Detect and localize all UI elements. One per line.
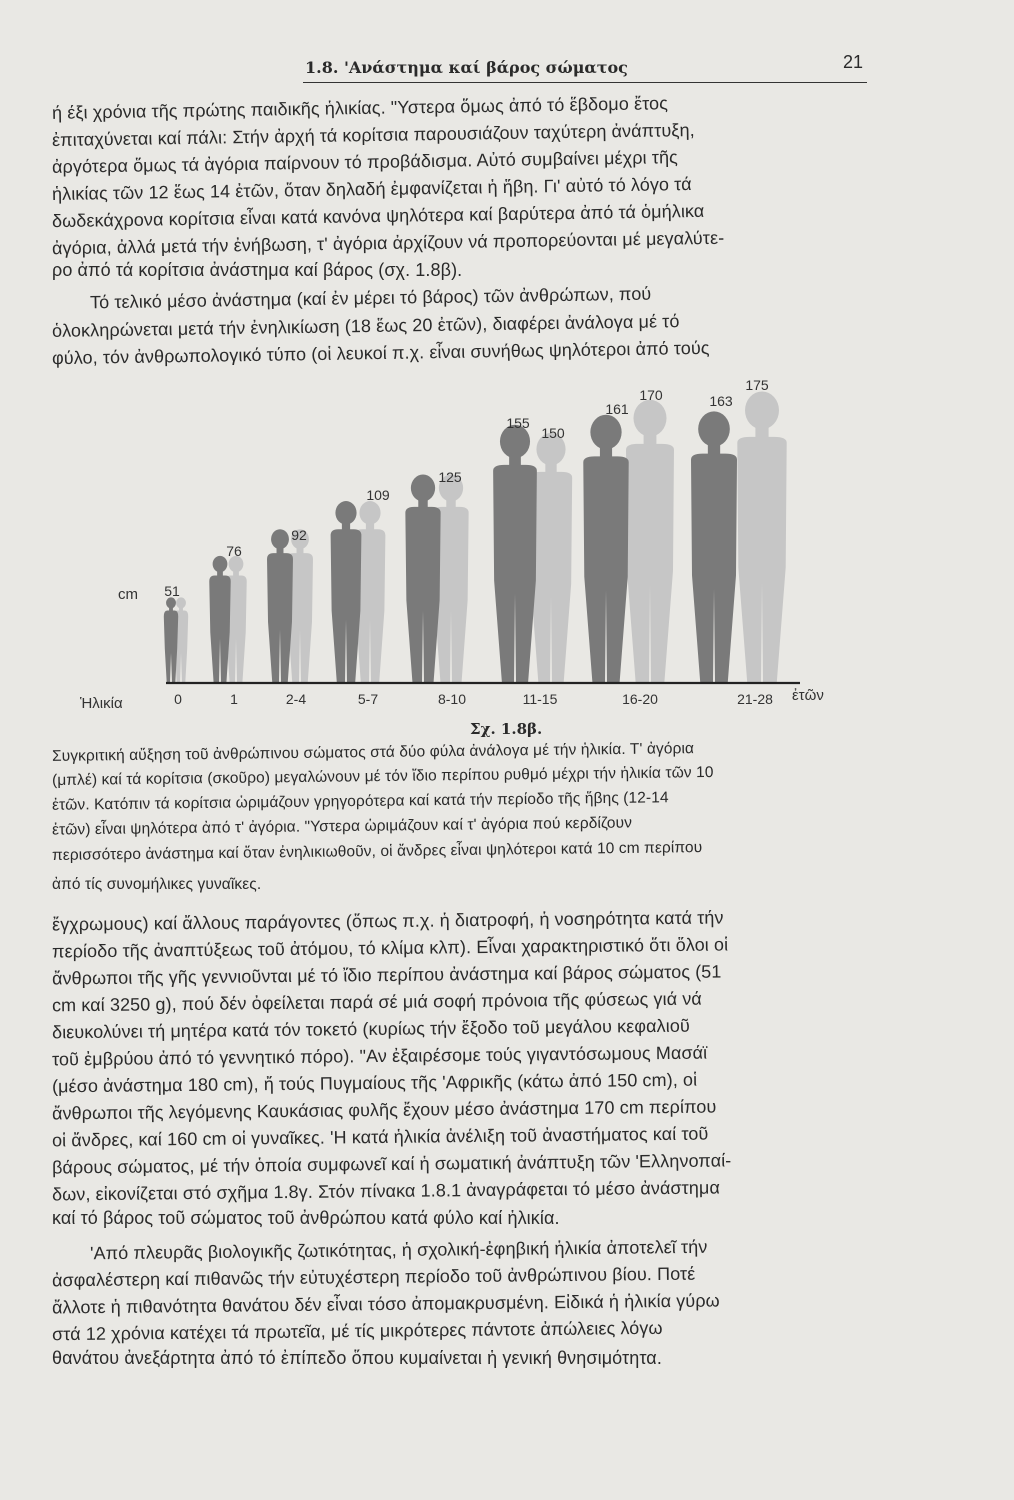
age-tick-label: 11-15: [522, 691, 558, 707]
text-line: ἐπιταχύνεται καί πάλι: Στήν ἀρχή τά κορίτσια παρουσιάζουν ταχύτερη ἀνάπτυξη,: [51, 119, 695, 151]
text-line: δων, εἰκονίζεται στό σχῆμα 1.8γ. Στόν πίνακα 1.8.1 ἀναγράφεται τό μέσο ἀνάστημα: [51, 1177, 721, 1205]
growth-figure: [0, 370, 1014, 720]
value-label: 161: [605, 401, 629, 417]
page-header: [303, 48, 867, 83]
value-label: 170: [639, 387, 663, 403]
text-line: τοῦ ἐμβρύου ἀπό τό γεννητικό πόρο). "Αν ἐξαιρέσομε τούς γιγαντόσωμους Μασάϊ: [51, 1042, 708, 1070]
boy-silhouette: [626, 400, 674, 682]
text-line: ρο ἀπό τά κορίτσια ἀνάστημα καί βάρος (σχ. 1.8β).: [52, 260, 463, 280]
age-axis-label: Ἡλικία: [80, 695, 123, 712]
age-tick-label: 1: [230, 691, 238, 707]
text-line: (μέσο ἀνάστημα 180 cm), ἤ τούς Πυγμαίους τῆς 'Αφρικῆς (κάτω ἀπό 150 cm), οἱ: [51, 1069, 698, 1097]
age-tick-label: 5-7: [357, 691, 379, 707]
page-number: 21: [842, 52, 863, 72]
text-line: ἔγχρωμους) καί ἄλλους παράγοντες (ὅπως π.χ. ἡ διατροφή, ἡ νοσηρότητα κατά τήν: [51, 907, 724, 935]
text-line: cm καί 3250 g), πού δέν ὀφείλεται παρά σέ μιά σοφή πρόνοια τῆς φύσεως γιά νά: [51, 988, 702, 1016]
text-line: φύλο, τόν ἀνθρωπολογικό τύπο (οἱ λευκοί π.χ. εἶναι συνήθως ψηλότεροι ἀπό τούς: [51, 337, 710, 369]
text-line: καί τό βάρος τοῦ σώματος τοῦ ἀνθρώπου κατά φύλο καί ἡλικία.: [52, 1208, 560, 1228]
caption-line: περισσότερο ἀνάστημα καί ὅταν ἐνηλικιωθοῦν, οἱ ἄνδρες εἶναι ψηλότεροι κατά 10 cm περίπου: [51, 839, 703, 864]
text-line: διευκολύνει τή μητέρα κατά τόν τοκετό (κυρίως τήν ἔξοδο τοῦ μεγάλου κεφαλιοῦ: [51, 1015, 690, 1043]
girl-silhouette: [267, 529, 293, 682]
girl-silhouette: [405, 475, 440, 683]
age-unit-label: ἐτῶν: [792, 687, 824, 704]
unit-label: cm: [118, 586, 138, 603]
text-line: ἄλλοτε ἡ πιθανότητα θανάτου δέν εἶναι τόσο ἀπομακρυσμένη. Εἰδικά ἡ ἡλικία γύρω: [51, 1290, 720, 1318]
value-label: 150: [541, 425, 565, 441]
value-label: 92: [291, 527, 307, 543]
text-line: βάρους σώματος, μέ τήν ὁποία συμφωνεῖ καί ἡ σωματική ἀνάπτυξη τῶν 'Ελληνοπαί-: [51, 1150, 732, 1178]
value-label: 51: [164, 583, 180, 599]
value-label: 109: [366, 487, 390, 503]
growth-chart: [0, 370, 1014, 720]
girl-silhouette: [209, 556, 230, 682]
text-line: Τό τελικό μέσο ἀνάστημα (καί ἐν μέρει τό βάρος) τῶν ἀνθρώπων, πού: [89, 283, 652, 313]
text-line: θανάτου ἀνεξάρτητα ἀπό τό ἐπίπεδο ὅπου κυμαίνεται ἡ γενική θνησιμότητα.: [52, 1348, 662, 1368]
age-tick-label: 16-20: [622, 691, 658, 707]
age-tick-label: 2-4: [285, 691, 307, 707]
age-tick-label: 0: [174, 691, 182, 707]
text-line: οἱ ἄνδρες, καί 160 cm οἱ γυναῖκες. 'Η κατά ἡλικία ἀνέλιξη τοῦ ἀναστήματος καί τοῦ: [51, 1123, 709, 1151]
value-label: 76: [226, 543, 242, 559]
text-line: ἄνθρωποι τῆς γῆς γεννιοῦνται μέ τό ἴδιο περίπου ἀνάστημα καί βάρος σώματος (51: [51, 961, 722, 989]
caption-line: ἀπό τίς συνομήλικες γυναῖκες.: [52, 876, 262, 893]
age-tick-label: 8-10: [437, 691, 467, 707]
caption-line: (μπλέ) καί τά κορίτσια (σκοῦρο) μεγαλώνουν μέ τόν ἴδιο περίπου ρυθμό μέχρι τήν ἡλικία τῶν 10: [51, 763, 714, 790]
text-line: ἀγόρια, ἀλλά μετά τήν ἐνήβωση, τ' ἀγόρια ἀρχίζουν νά προπορεύονται μέ μεγαλύτε-: [51, 227, 725, 259]
caption-line: ἐτῶν. Κατόπιν τά κορίτσια ὡριμάζουν γρηγορότερα καί κατά τήν περίοδο τῆς ἥβης (12-14: [51, 789, 669, 814]
value-label: 163: [709, 393, 733, 409]
boy-silhouette: [737, 392, 786, 683]
girl-silhouette: [331, 501, 362, 682]
figure-label: Σχ. 1.8β.: [470, 720, 543, 738]
age-tick-label: 21-28: [737, 691, 773, 707]
text-line: δωδεκάχρονα κορίτσια εἶναι κατά κανόνα ψηλότερα καί βαρύτερα ἀπό τά ὁμήλικα: [51, 200, 705, 232]
text-line: ή έξι χρόνια τῆς πρώτης παιδικῆς ἡλικίας. "Υστερα ὅμως ἀπό τό ἕβδομο ἔτος: [51, 93, 669, 123]
text-line: ἀργότερα ὅμως τά ἀγόρια παίρνουν τό προβάδισμα. Αὐτό συμβαίνει μέχρι τῆς: [51, 147, 679, 177]
text-line: στά 12 χρόνια κατέχει τά πρωτεῖα, μέ τίς μικρότερες πάντοτε ἀπώλειες λόγω: [51, 1317, 663, 1345]
value-label: 155: [506, 415, 530, 431]
value-label: 125: [438, 469, 462, 485]
section-title: 1.8. 'Ανάστημα καί βάρος σώματος: [305, 58, 628, 77]
girl-silhouette: [493, 425, 537, 682]
text-line: 'Από πλευρᾶς βιολογικῆς ζωτικότητας, ἡ σχολική-ἐφηβική ἡλικία ἀποτελεῖ τήν: [89, 1236, 708, 1264]
text-line: ἡλικίας τῶν 12 ἕως 14 ἐτῶν, ὅταν δηλαδή ἐμφανίζεται ἡ ἥβη. Γι' αὐτό τό λόγο τά: [51, 173, 692, 205]
text-line: ὁλοκληρώνεται μετά τήν ἐνηλικίωση (18 ἕως 20 ἐτῶν), διαφέρει ἀνάλογα μέ τό: [51, 311, 680, 341]
text-line: ἀσφαλέστερη καί πιθανῶς τήν εὐτυχέστερη περίοδο τοῦ ἀνθρώπινου βίου. Ποτέ: [51, 1263, 696, 1291]
text-line: περίοδο τῆς ἀναπτύξεως τοῦ ἀτόμου, τό κλίμα κλπ). Εἶναι χαρακτηριστικό ὅτι ὅλοι οἱ: [51, 934, 729, 962]
girl-silhouette: [691, 411, 737, 682]
text-line: ἄνθρωποι τῆς λεγόμενης Καυκάσιας φυλῆς ἔχουν μέσο ἀνάστημα 170 cm περίπου: [51, 1096, 717, 1124]
girl-silhouette: [583, 415, 628, 682]
caption-line: ἐτῶν) εἶναι ψηλότερα ἀπό τ' ἀγόρια. "Υστερα ὡριμάζουν καί τ' ἀγόρια πού κερδίζουν: [51, 814, 633, 839]
value-label: 175: [745, 377, 769, 393]
caption-line: Συγκριτική αὔξηση τοῦ ἀνθρώπινου σώματος στά δύο φύλα ἀνάλογα μέ τήν ἡλικία. Τ' ἀγόρια: [51, 740, 695, 765]
